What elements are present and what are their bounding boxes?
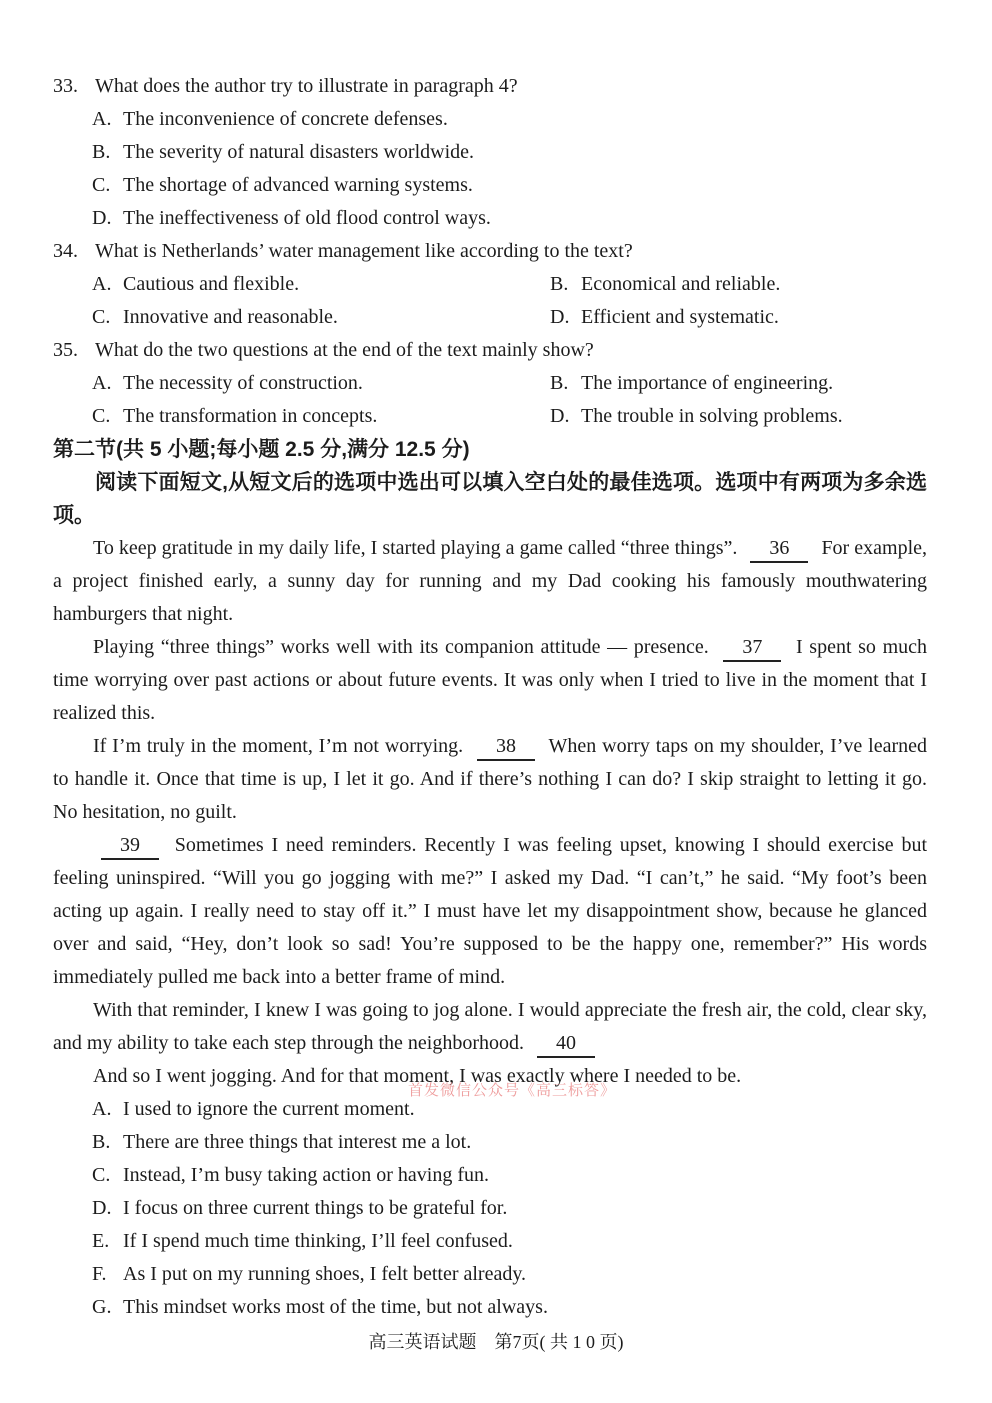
- question-text: What do the two questions at the end of the text mainly show?: [95, 339, 594, 361]
- option-34B: [511, 268, 927, 301]
- choices-list: [53, 1093, 927, 1324]
- question-options: [53, 367, 927, 433]
- option-text: Innovative and reasonable.: [123, 306, 338, 328]
- question-text: What is Netherlands’ water management like according to the text?: [95, 240, 633, 262]
- option-text: The ineffectiveness of old flood control ways.: [123, 207, 491, 229]
- question-33: [53, 70, 927, 235]
- option-text: The shortage of advanced warning systems.: [123, 174, 473, 196]
- option-33D: [53, 202, 927, 235]
- option-label: D.: [550, 405, 570, 427]
- reading-questions: [53, 70, 927, 433]
- choice-label: A.: [92, 1098, 112, 1120]
- option-text: The severity of natural disasters worldwide.: [123, 141, 475, 163]
- option-34A: [53, 268, 511, 301]
- option-33C: [53, 169, 927, 202]
- page-content: [53, 70, 927, 1324]
- option-label: A.: [92, 372, 112, 394]
- passage-paragraph: With that reminder, I knew I was going to jog alone. I would appreciate the fresh air, the cold, clear sky, and my ability to take each step through the neighborhood. 40: [53, 994, 927, 1060]
- choice-label: G.: [92, 1296, 112, 1318]
- question-number: 35.: [53, 339, 78, 361]
- choice-G: [53, 1291, 927, 1324]
- option-label: D.: [550, 306, 570, 328]
- passage-paragraph: And so I went jogging. And for that moment, I was exactly where I needed to be.: [93, 1065, 742, 1087]
- passage-paragraph: 39 Sometimes I need reminders. Recently I was feeling upset, knowing I should exercise but feeling uninspired. “Will you go jogging with me?” I asked my Dad. “I can’t,” he said. “My foot’s been acting up again. I really need to stay off it.” I must have let my disappointment show, because he glanced over and said, “Hey, don’t look so sad! You’re supposed to be the happy one, remember?” His words immediately pulled me back into a better frame of mind.: [53, 834, 927, 988]
- passage: [53, 532, 927, 1093]
- option-label: B.: [92, 141, 111, 163]
- option-text: Cautious and flexible.: [123, 273, 300, 295]
- option-35B: [511, 367, 927, 400]
- option-label: A.: [92, 108, 112, 130]
- choice-label: E.: [92, 1230, 110, 1252]
- question-stem: [53, 70, 927, 103]
- choice-text: There are three things that interest me a lot.: [123, 1131, 472, 1153]
- option-text: The transformation in concepts.: [123, 405, 378, 427]
- choice-F: [53, 1258, 927, 1291]
- blank-36: 36: [750, 535, 808, 563]
- passage-paragraph: To keep gratitude in my daily life, I started playing a game called “three things”. 36 For example, a project finished early, a sunny day for running and my Dad cooking his famously mouthwatering hamburgers that night.: [53, 537, 927, 625]
- option-33A: [53, 103, 927, 136]
- option-label: C.: [92, 306, 111, 328]
- question-stem: [53, 334, 927, 367]
- choice-text: I used to ignore the current moment.: [123, 1098, 415, 1120]
- option-text: The trouble in solving problems.: [581, 405, 843, 427]
- choice-C: [53, 1159, 927, 1192]
- choice-text: Instead, I’m busy taking action or having fun.: [123, 1164, 490, 1186]
- choice-B: [53, 1126, 927, 1159]
- question-options: [53, 268, 927, 334]
- blank-39: 39: [101, 832, 159, 860]
- option-label: C.: [92, 405, 111, 427]
- option-text: The importance of engineering.: [581, 372, 834, 394]
- choice-label: B.: [92, 1131, 111, 1153]
- question-options: [53, 103, 927, 235]
- option-text: The inconvenience of concrete defenses.: [123, 108, 448, 130]
- choice-text: If I spend much time thinking, I’ll feel confused.: [123, 1230, 513, 1252]
- question-stem: [53, 235, 927, 268]
- option-35D: [511, 400, 927, 433]
- blank-40: 40: [537, 1030, 595, 1058]
- section2-instructions: 阅读下面短文,从短文后的选项中选出可以填入空白处的最佳选项。选项中有两项为多余选项。: [53, 471, 927, 527]
- choice-label: C.: [92, 1164, 111, 1186]
- question-number: 34.: [53, 240, 78, 262]
- question-number: 33.: [53, 75, 78, 97]
- choice-label: D.: [92, 1197, 112, 1219]
- option-34C: [53, 301, 511, 334]
- option-35A: [53, 367, 511, 400]
- option-label: D.: [92, 207, 112, 229]
- option-35C: [53, 400, 511, 433]
- choice-text: I focus on three current things to be grateful for.: [123, 1197, 508, 1219]
- choice-text: This mindset works most of the time, but not always.: [123, 1296, 548, 1318]
- choice-E: [53, 1225, 927, 1258]
- option-34D: [511, 301, 927, 334]
- question-text: What does the author try to illustrate in paragraph 4?: [95, 75, 518, 97]
- option-label: B.: [550, 273, 569, 295]
- choice-text: As I put on my running shoes, I felt better already.: [123, 1263, 527, 1285]
- passage-paragraph: Playing “three things” works well with its companion attitude — presence. 37 I spent so much time worrying over past actions or about future events. It was only when I tried to live in the moment that I realized this.: [53, 636, 927, 724]
- passage-paragraph: If I’m truly in the moment, I’m not worrying. 38 When worry taps on my shoulder, I’ve learned to handle it. Once that time is up, I let it go. And if there’s nothing I can do? I skip straight to letting it go. No hesitation, no guilt.: [53, 735, 928, 823]
- question-34: [53, 235, 927, 334]
- option-label: B.: [550, 372, 569, 394]
- choice-label: F.: [92, 1263, 107, 1285]
- option-text: The necessity of construction.: [123, 372, 363, 394]
- question-35: [53, 334, 927, 433]
- blank-37: 37: [723, 634, 781, 662]
- option-33B: [53, 136, 927, 169]
- option-label: C.: [92, 174, 111, 196]
- watermark: 首发微信公众号《高三标答》: [408, 1082, 617, 1099]
- blank-38: 38: [477, 733, 535, 761]
- option-label: A.: [92, 273, 112, 295]
- option-text: Economical and reliable.: [581, 273, 781, 295]
- page-footer: 高三英语试题 第7页( 共 1 0 页): [368, 1332, 624, 1352]
- choice-D: [53, 1192, 927, 1225]
- section2-heading: 第二节(共 5 小题;每小题 2.5 分,满分 12.5 分): [53, 438, 470, 461]
- option-text: Efficient and systematic.: [581, 306, 779, 328]
